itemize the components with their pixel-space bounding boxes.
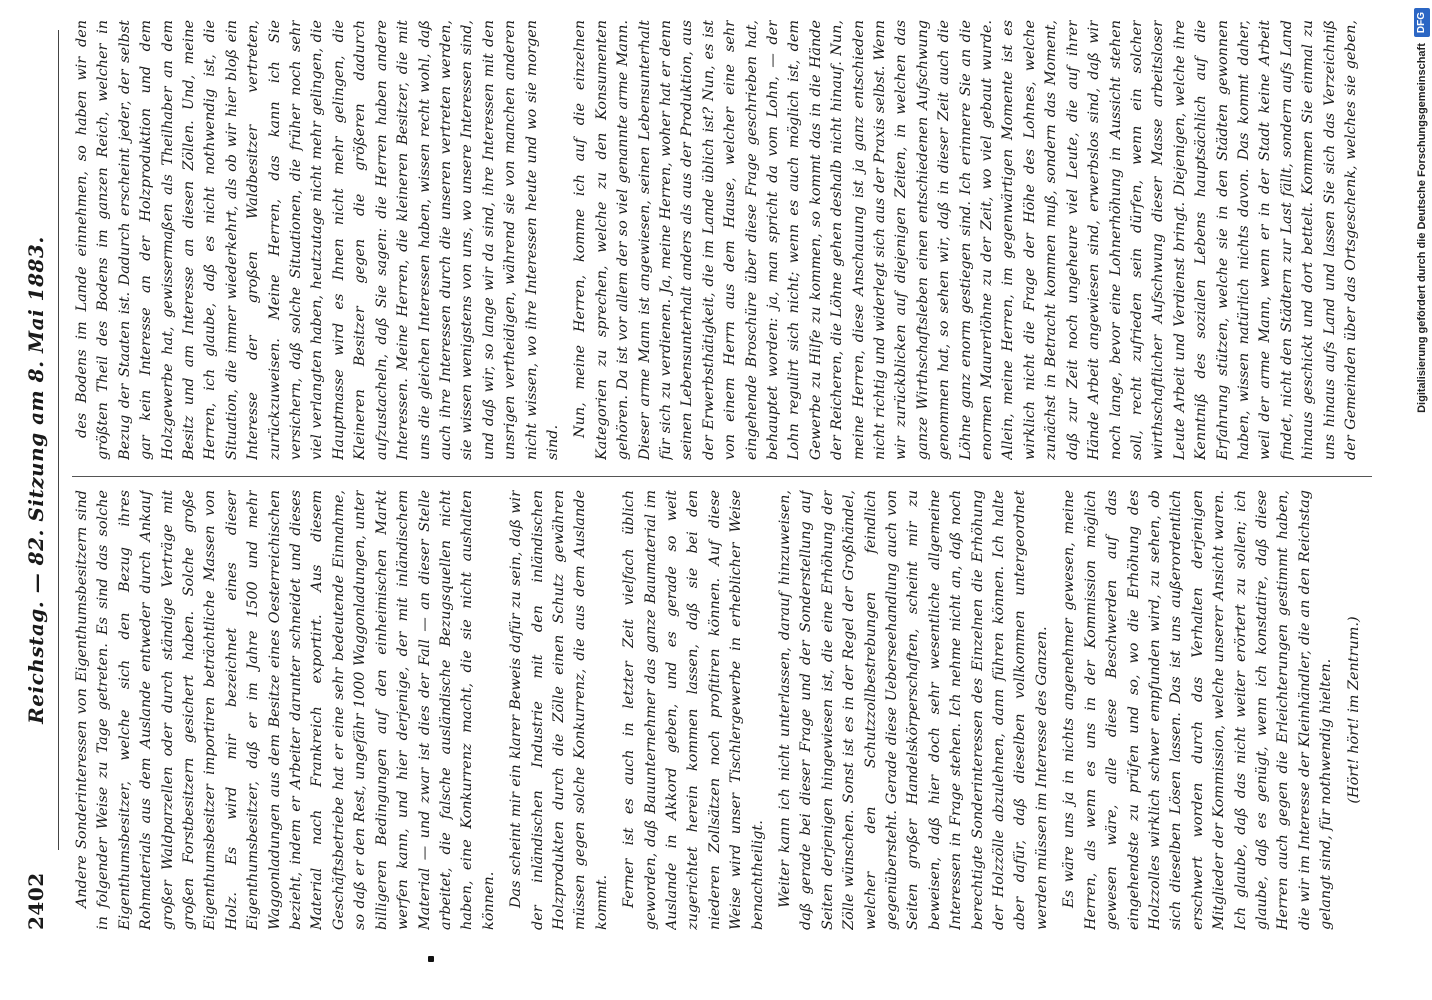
paragraph: Es wäre uns ja in nichts angenehmer gewesen, meine Herren, als wenn es uns in der Kommission möglich gewesen wäre, alle diese Beschwerden auf das eingehendste zu prüfen und so, wo die Erhöhung des Holzzolles wirklich schwer empfunden wird, zu sehen, ob sich dieselben Lösen lassen. Das ist uns außerordentlich erschwert worden durch das Verhalten derjenigen Mitglieder der Kommission, welche unserer Ansicht waren. Ich glaube, daß das nicht weiter erörtert zu sollen; ich glaube, daß es genügt, wenn ich konstatire, daß diese Herren auch gegen die Erleichterungen gestimmt haben, die wir im Interesse der Kleinhändler, die an den Reichstag gelangt sind, für nothwendig hielten. (1061, 490, 1335, 930)
paragraph: Andere Sonderinteressen von Eigenthumsbesitzern sind in folgender Weise zu Tage getreten. Es sind das solche Eigenthumsbesitzer, welche sich den Bezug ihres Rohmaterials aus dem Auslande entweder durch Ankauf großer Waldparzellen oder durch ständige Verträge mit großen Forstbesitzern gesichert haben. Solche große Eigenthumsbesitzer importiren beträchtliche Massen von Holz. Es wird mir bezeichnet eines dieser Eigenthumsbesitzer, daß er im Jahre 1500 und mehr Waggonladungen aus dem Besitze eines Oesterreichischen bezieht, indem er Arbeiter darunter schneidet und dieses Material nach Frankreich exportirt. Aus diesem Geschäftsbetriebe hat er eine sehr bedeutende Einnahme, so daß er den Rest, ungefähr 1000 Waggonladungen, unter billigeren Bedingungen auf den einheimischen Markt werfen kann, und hier derjenige, der mit inländischem Material — und zwar ist dies der Fall — an dieser Stelle arbeitet, die falsche ausländische Bezugsquellen nicht haben, eine Konkurrenz macht, die sie nicht aushalten können. (74, 490, 497, 930)
paragraph: Das scheint mir ein klarer Beweis dafür zu sein, daß wir der inländischen Industrie mit den inländischen Holzprodukten durch die Zölle einen Schutz gewähren müssen gegen solche Konkurrenz, die aus dem Auslande kommt. (508, 490, 610, 930)
dfg-logo: DFG (1414, 8, 1430, 37)
page-number: 2402 (24, 872, 48, 930)
credit-text: Digitalisierung gefördert durch die Deutsche Forschungsgemeinschaft (1416, 43, 1428, 413)
column-divider (72, 476, 1372, 477)
running-title: Reichstag. — 82. Sitzung am 8. Mai 1883. (24, 236, 48, 724)
text-column-left (72, 490, 1362, 930)
paragraph: Nun, meine Herren, komme ich auf die einzelnen Kategorien zu sprechen, welche zu den Konsumenten gehören. Da ist vor allem der so viel genannte arme Mann. Dieser arme Mann ist angewiesen, seinen Lebensunterhalt für sich zu verdienen. Ja, meine Herren, woher hat er denn seinen Lebensunterhalt anders als aus der Produktion, aus der Erwerbsthätigkeit, die im Lande üblich ist? Nun, es ist von einem Herrn aus dem Hause, welcher eine sehr eingehende Broschüre über diese Frage geschrieben hat, behauptet worden: ja, man spricht da vom Lohn, — der Lohn regulirt sich nicht; wenn es auch möglich ist, dem Gewerbe zu Hilfe zu kommen, so kommt das in die Hände der Reicheren, die Löhne gehen deshalb nicht hinauf. Nun, meine Herren, diese Anschauung ist ja ganz entschieden nicht richtig und widerlegt sich aus der Praxis selbst. Wenn wir zurückblicken auf diejenigen Zeiten, in welchen das ganze Wirthschaftsleben einen entschiedenen Aufschwung genommen hat, so sehen wir, daß in dieser Zeit auch die Löhne ganz enorm gestiegen sind. Ich erinnere Sie an die enormen Maurerlöhne zu der Zeit, wo viel gebaut wurde. Allein, meine Herren, im gegenwärtigen Momente ist es wirklich nicht die Frage der Höhe des Lohnes, welche zunächst in Betracht kommen muß, sondern das Moment, daß zur Zeit noch ungeheure viel Leute, die auf ihrer Hände Arbeit angewiesen sind, erwerbslos sind, daß wir noch lange, bevor eine Lohnerhöhung in Aussicht stehen soll, recht zufrieden sein dürfen, wenn ein solcher wirthschaftlicher Aufschwung dieser Masse arbeitsloser Leute Arbeit und Verdienst bringt. Diejenigen, welche ihre Kenntniß des sozialen Lebens hauptsächlich auf die Erfahrung stützen, welche sie in den Städten gewonnen haben, wissen natürlich nichts davon. Das kommt daher, weil der arme Mann, wenn er in der Stadt keine Arbeit findet, nicht den Städtern zur Last fällt, sondern aufs Land hinaus geschickt und dort bettelt. Kommen Sie einmal zu uns hinaus aufs Land und lassen Sie sich das Verzeichniß der Gemeinden über das Ortsgeschenk, welches sie geben, (572, 20, 1359, 460)
interjection: (Hört! hört! im Zentrum.) (1345, 616, 1362, 804)
paragraph: des Bodens im Lande einnehmen, so haben wir den größten Theil des Bodens im ganzen Reich, welcher in Bezug der Staaten ist. Dadurch erscheint jeder, der selbst gar kein Interesse an der Holzproduktion und dem Holzgewerbe hat, gewissermaßen als Theilhaber an dem Besitz und am Interesse an diesen Zöllen. Und, meine Herren, ich glaube, daß es nicht nothwendig ist, die Situation, die immer wiederkehrt, als ob wir hier bloß ein Interesse der großen Waldbesitzer vertreten, zurückzuweisen. Meine Herren, das kann ich Sie versichern, daß solche Situationen, die früher noch sehr viel verlangten haben, heutzutage nicht mehr gelingen, die Hauptmasse wird es Ihnen nicht mehr gelingen, die Kleineren Besitzer gegen die größeren dadurch aufzustacheln, daß Sie sagen: die Herren haben andere Interessen. Meine Herren, die kleineren Besitzer, die mit uns die gleichen Interessen haben, wissen recht wohl, daß auch ihre Interessen durch die unseren vertreten werden, sie wissen wenigstens von uns, wo unsere Interessen sind, und daß wir, so lange wir da sind, ihre Interessen mit den unsrigen vertheidigen, während sie von manchen anderen nicht wissen, wo ihre Interessen heute und wo sie morgen sind. (74, 20, 561, 460)
credit-line (1412, 0, 1432, 1000)
paragraph: Weiter kann ich nicht unterlassen, darauf hinzuweisen, daß gerade bei dieser Frage und der Sonderstellung auf Seiten derjenigen hingewiesen ist, die eine Erhöhung der Zölle wünschen. Sonst ist es in der Regel der Großhändel, welcher den Schutzzollbestrebungen feindlich gegenübersteht. Gerade diese Ueberseehandlung auch von Seiten großer Handelskörperschaften, scheint mir zu beweisen, daß hier doch sehr wesentliche allgemeine Interessen in Frage stehen. Ich nehme nicht an, daß noch berechtigte Sonderinteressen des Einzelnen die Erhöhung der Holzzölle abzulehnen, dann führen können. Ich halte aber dafür, daß dieselben vollkommen untergeordnet werden müssen im Interesse des Ganzen. (777, 490, 1050, 930)
paragraph: Ferner ist es auch in letzter Zeit vielfach üblich geworden, daß Bauunternehmer das ganze Baumaterial im Auslande in Akkord geben, und es gerade so weit zugerichtet herein kommen lassen, daß sie bei den niederen Zollsätzen noch profitiren können. Auf diese Weise wird unser Tischlergewerbe in erheblicher Weise benachtheiligt. (621, 490, 766, 930)
text-column-right (72, 20, 1362, 460)
scan-speck (428, 956, 434, 962)
credit-strip (1412, 0, 1432, 1000)
header-rule (58, 30, 59, 850)
running-head (20, 30, 60, 930)
